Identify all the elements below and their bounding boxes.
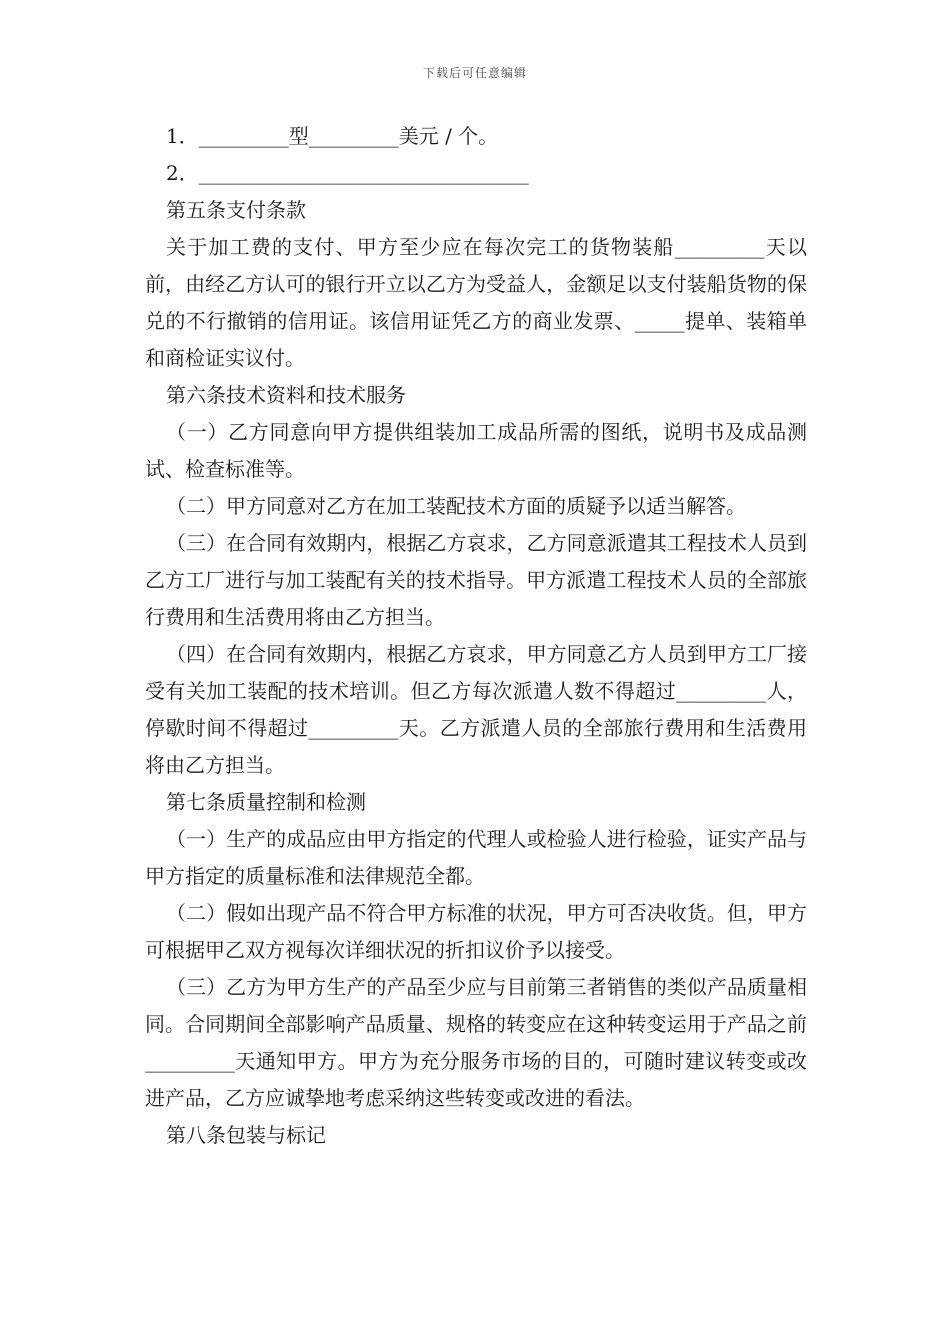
price-item-2: 2．_________________________________	[166, 161, 529, 185]
article-7-clause-2: （二）假如出现产品不符合甲方标准的状况，甲方可否决收货。但，甲方可根据甲乙双方视每次详细状况的折扣议价予以接受。	[145, 901, 807, 962]
article-6-clause-1: （一）乙方同意向甲方提供组装加工成品所需的图纸，说明书及成品测试、检查标准等。	[145, 420, 807, 481]
article-5-heading: 第五条支付条款	[166, 198, 306, 222]
article-6-clause-3: （三）在合同有效期内，根据乙方哀求，乙方同意派遣其工程技术人员到乙方工厂进行与加工装配有关的技术指导。甲方派遣工程技术人员的全部旅行费用和生活费用将由乙方担当。	[145, 531, 807, 629]
price-item-1: 1．_________型_________美元 / 个。	[166, 124, 499, 148]
article-7-clause-1: （一）生产的成品应由甲方指定的代理人或检验人进行检验，证实产品与甲方指定的质量标准和法律规范全都。	[145, 827, 807, 888]
article-7-heading: 第七条质量控制和检测	[166, 790, 366, 814]
article-6-clause-2: （二）甲方同意对乙方在加工装配技术方面的质疑予以适当解答。	[166, 494, 746, 518]
page-header-note: 下载后可任意编辑	[422, 66, 527, 80]
article-6-clause-4: （四）在合同有效期内，根据乙方哀求，甲方同意乙方人员到甲方工厂接受有关加工装配的技术培训。但乙方每次派遣人数不得超过_________人，停歇时间不得超过_________天。乙方派遣人员的全部旅行费用和生活费用将由乙方担当。	[145, 642, 807, 777]
article-6-heading: 第六条技术资料和技术服务	[166, 383, 406, 407]
article-8-heading: 第八条包装与标记	[166, 1123, 326, 1147]
document-body	[145, 118, 807, 1154]
article-5-paragraph: 关于加工费的支付、甲方至少应在每次完工的货物装船_________天以前，由经乙方认可的银行开立以乙方为受益人，金额足以支付装船货物的保兑的不行撤销的信用证。该信用证凭乙方的商业发票、_____提单、装箱单和商检证实议付。	[145, 235, 807, 370]
article-7-clause-3: （三）乙方为甲方生产的产品至少应与目前第三者销售的类似产品质量相同。合同期间全部影响产品质量、规格的转变应在这种转变运用于产品之前_________天通知甲方。甲方为充分服务市场的目的，可随时建议转变或改进产品，乙方应诚挚地考虑采纳这些转变或改进的看法。	[145, 975, 807, 1110]
